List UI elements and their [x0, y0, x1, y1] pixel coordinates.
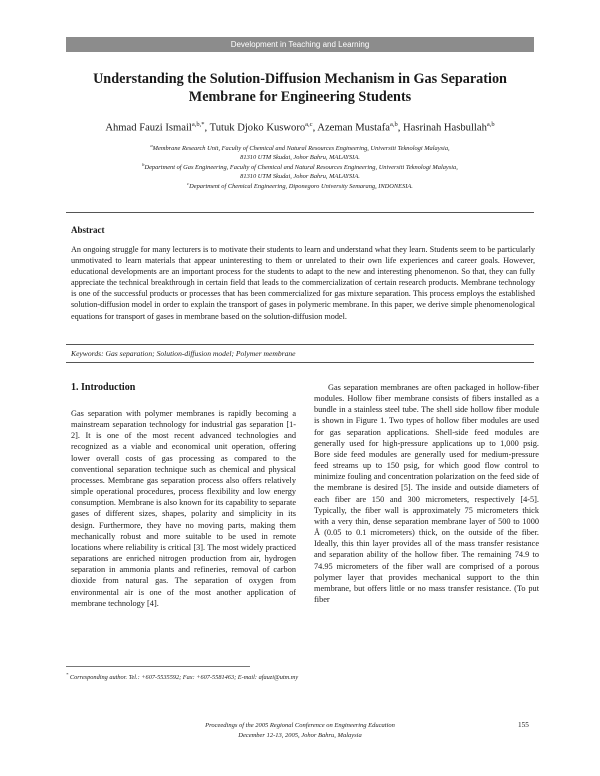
right-column-text: Gas separation membranes are often packaged in hollow-fiber modules. Hollow fiber membrane consists of fibers installed as a bundle in a stainless steel tube. The shell side hollow fiber module is shown in Figure 1. Two types of hollow fiber modules are used for gas separation applications. Shell-side feed modules are generally used for high-pressure applications up to 1,000 psig. Bore side feed modules are generally used for medium-pressure feed streams up to 150 psig, for which good flow control to minimize fouling and concentration polarization on the feed side of the membrane is desired [5]. The inside and outside diameters of each fiber are 150 and 300 micrometers, respectively [4-5]. Typically, the fiber wall is approximately 75 micrometers thick with a very thin, dense separation membrane layer of 500 to 1000 Å (0.05 to 0.1 micrometers) thick, on the outside of the fiber. Ideally, this thin layer provides all of the mass transfer resistance and separation ability of the hollow fiber. The remaining 74.9 to 74.95 micrometers of the fiber wall are comprised of a porous polymer layer that provides mechanical support to the thin membrane, but offers little or no mass transfer resistance. (To put fiber	[314, 383, 539, 604]
affiliation-line: 81310 UTM Skudai, Johor Bahru, MALAYSIA.	[240, 173, 360, 181]
author-affiliation-mark: a,b	[486, 121, 495, 128]
paper-title: Understanding the Solution-Diffusion Mechanism in Gas Separation Membrane for Engineering Students	[93, 71, 507, 105]
abstract-text: An ongoing struggle for many lecturers is to motivate their students to learn and understand what they learn. Students seem to be particularly unmotivated to learn materials that appear uninteresting to them or unrelated to their own life experiences and career goals. However, educational developments are an important process for the students to adapt to the new and interesting phenomenon. So that, they can fully appreciate the technical breakthrough in certain field that leads to the commercialization of certain research products. Membrane technology is one of the successful products or processes that has been commercialized for gas mixture separation. This process employs the established solution-diffusion model in order to explain the transport of gases in polymeric membrane. In this paper, we derive simple phenomenological equations for transport of gases in membrane based on the solution-diffusion model.	[71, 245, 535, 321]
footnote-rule	[66, 666, 250, 667]
footer-line: Proceedings of the 2005 Regional Conference on Engineering Education	[205, 722, 395, 729]
author-affiliation-mark: a,c	[305, 121, 313, 128]
affiliation-line: Department of Gas Engineering, Faculty of Chemical and Natural Resources Engineering, Universiti Teknologi Malaysia,	[144, 164, 458, 172]
footnote-text: Corresponding author. Tel.: +607-5535592; Fax: +607-5581463; E-mail: afauzi@utm.my	[68, 674, 299, 682]
abstract-top-rule	[66, 212, 534, 213]
page-number: 155	[518, 721, 529, 729]
affiliation-line: 81310 UTM Skudai, Johor Bahru, MALAYSIA.	[240, 154, 360, 162]
author-separator: ,	[204, 122, 210, 134]
author-name: Hasrinah Hasbullah	[403, 122, 487, 134]
footer-line: December 12-13, 2005, Johor Bahru, Malaysia	[238, 731, 362, 739]
journal-banner: Development in Teaching and Learning	[66, 37, 534, 52]
affiliation-mark: b	[142, 162, 145, 167]
author-name: Ahmad Fauzi Ismail	[105, 122, 192, 134]
keywords: Keywords: Gas separation; Solution-diffusion model; Polymer membrane	[71, 349, 296, 358]
author-affiliation-mark: a,b	[389, 121, 398, 128]
author-separator: ,	[312, 122, 318, 134]
left-column-text: Gas separation with polymer membranes is rapidly becoming a mainstream separation technology for industrial gas separation [1-2]. It is one of the most recent advanced technologies and recognized as a viable and economical unit operation, offering lower overall costs of gas processing as compared to the conventional separation technique such as chemical and physical processes. Membrane gas separation process also offers relatively simple operational procedures, process flexibility and low energy consumption. Membrane is also known for its capability to separate gases of different sizes, shapes, polarity and simplicity in its design. Furthermore, they have no moving parts, making them mechanically robust and more suitable to be used in remote locations where reliability is critical [3]. The most widely practiced separations are enriched nitrogen production from air, hydrogen separation in ammonia plants and refineries, removal of carbon dioxide from natural gas. The separation of oxygen from environmental air is one of the most another application of membrane technology [4].	[71, 409, 296, 608]
affiliation-line: Membrane Research Unit, Faculty of Chemical and Natural Resources Engineering, Universiti Teknologi Malaysia,	[152, 145, 450, 153]
keywords-rule	[66, 362, 534, 363]
author-list	[66, 118, 534, 135]
abstract-heading: Abstract	[71, 225, 105, 235]
affiliation-mark: a	[150, 143, 153, 148]
affiliation-line: Department of Chemical Engineering, Diponegoro University Semarang, INDONESIA.	[189, 183, 413, 191]
section-heading: 1. Introduction	[71, 382, 136, 393]
affiliation	[90, 179, 510, 191]
author-name: Azeman Mustafa	[317, 122, 390, 134]
abstract-bottom-rule	[66, 344, 534, 345]
author-name: Tutuk Djoko Kusworo	[209, 122, 306, 134]
author-affiliation-mark: a,b,*	[191, 121, 205, 128]
proceedings-footer	[150, 721, 450, 740]
author-separator: ,	[397, 122, 404, 134]
footnote-mark: *	[66, 672, 69, 677]
affiliation-mark: c	[187, 181, 190, 186]
footnote	[66, 672, 534, 681]
